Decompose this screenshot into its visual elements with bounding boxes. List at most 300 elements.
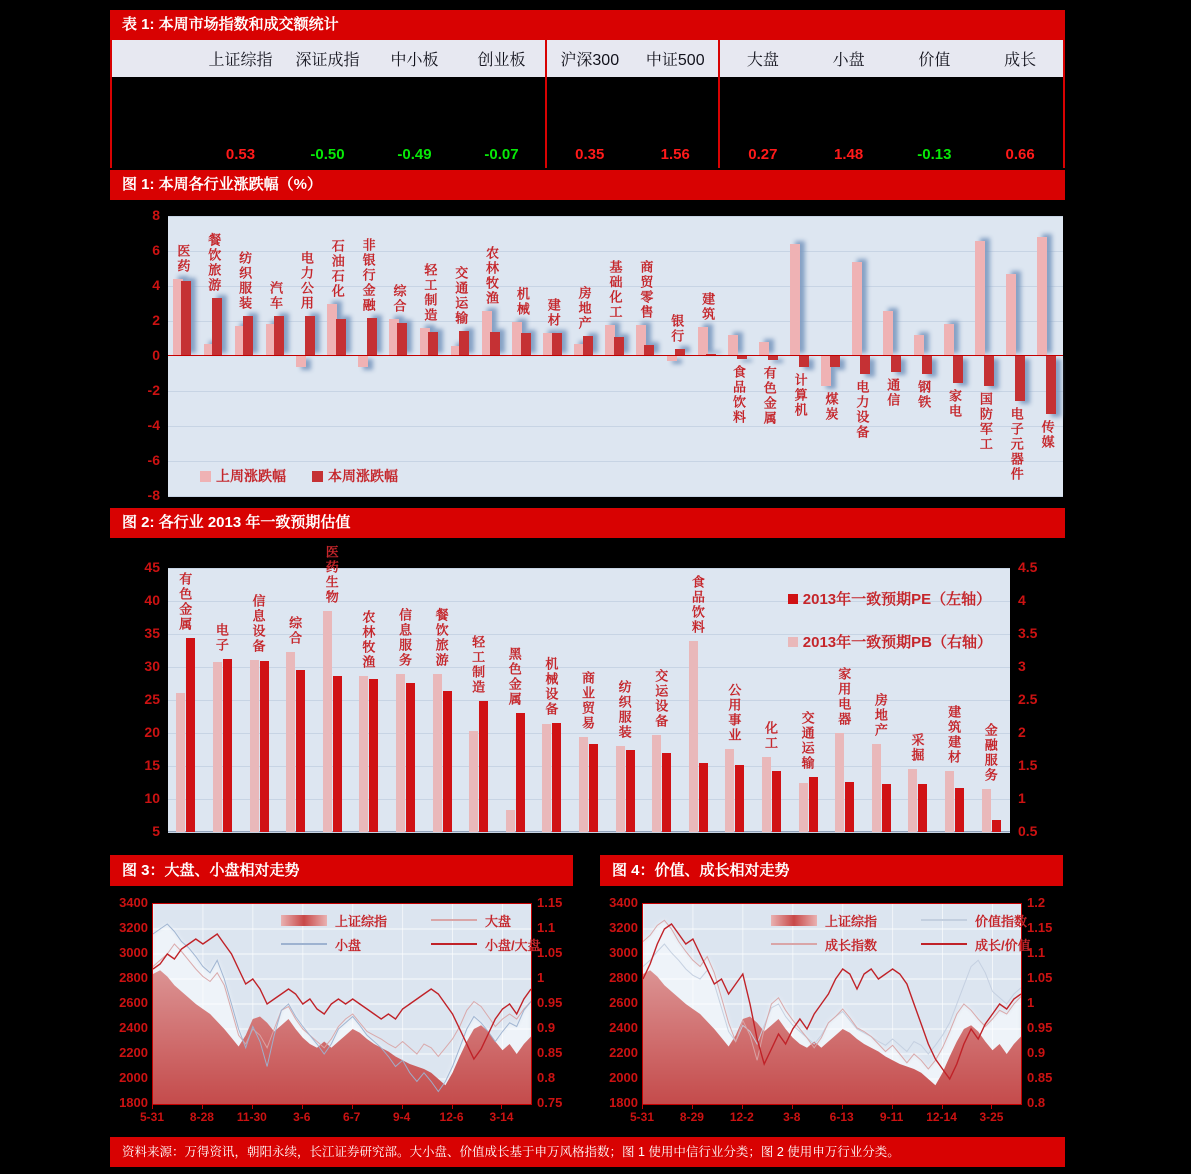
bar-dark <box>397 323 407 356</box>
grid-line <box>168 321 1063 322</box>
table-header-cell: 成长 <box>977 40 1063 77</box>
category-label: 交通运输 <box>799 710 815 771</box>
bar-dark <box>428 332 438 357</box>
bar-pb <box>213 662 222 832</box>
category-label: 电力设备 <box>854 379 870 440</box>
category-label: 传媒 <box>1039 419 1055 450</box>
right-axis-label: 0.75 <box>537 1095 563 1110</box>
bar-dark <box>922 356 932 374</box>
legend-swatch <box>788 637 798 647</box>
bar-pe <box>772 771 781 832</box>
legend-label: 2013年一致预期PB（右轴） <box>802 634 992 651</box>
bar-light <box>1006 274 1016 356</box>
bar-pe <box>552 723 561 832</box>
right-axis-label: 3 <box>1018 658 1026 674</box>
y-axis-label: 0 <box>152 347 160 363</box>
bar-pe <box>882 784 891 832</box>
category-label: 煤炭 <box>823 391 839 422</box>
bar-dark <box>768 356 778 360</box>
bar-pe <box>186 638 195 832</box>
grid-line <box>168 216 1063 217</box>
x-tick-label: 5-31 <box>139 1110 165 1124</box>
category-label: 交通运输 <box>453 265 469 326</box>
left-axis-label: 2800 <box>609 970 638 985</box>
x-tick-label: 6-7 <box>343 1110 361 1124</box>
bar-pe <box>992 820 1001 832</box>
bar-light <box>914 335 924 356</box>
left-axis-label: 3400 <box>609 895 638 910</box>
legend-swatch <box>431 943 477 945</box>
index-change-value: 0.66 <box>1005 145 1035 163</box>
legend-item <box>200 466 286 486</box>
bar-pb <box>945 771 954 832</box>
grid-line <box>168 568 1010 569</box>
table-column <box>458 40 545 168</box>
fig1-title-bar <box>110 170 1065 200</box>
fig1-title: 图 1: 本周各行业涨跌幅（%） <box>122 176 323 193</box>
left-axis-label: 20 <box>144 724 160 740</box>
table-header-cell: 创业板 <box>458 40 545 77</box>
grid-line <box>168 426 1063 427</box>
bar-pb <box>506 810 515 832</box>
category-label: 建筑建材 <box>946 704 962 765</box>
bar-pe <box>516 713 525 832</box>
bar-dark <box>830 356 840 367</box>
table-value-cell <box>977 140 1063 168</box>
left-axis-label: 2200 <box>609 1045 638 1060</box>
category-label: 建筑 <box>700 292 716 323</box>
category-label: 纺织服装 <box>616 679 632 740</box>
right-axis-label: 1 <box>537 970 545 985</box>
fig2-legend <box>788 588 992 652</box>
fig2-section <box>110 508 1065 853</box>
line-legend <box>281 908 591 956</box>
category-label: 房地产 <box>872 693 888 739</box>
index-change-value: -0.07 <box>484 145 519 163</box>
bar-pb <box>176 693 185 832</box>
category-label: 有色金属 <box>177 571 193 632</box>
bar-dark <box>1015 356 1025 401</box>
category-label: 有色金属 <box>761 366 777 427</box>
left-axis-label: 5 <box>152 823 160 839</box>
table-gap <box>720 77 806 140</box>
source-note-text: 资料来源：万得资讯，朝阳永续，长江证券研究部。大小盘、价值成长基于申万风格指数；图 1 使用中信行业分类；图 2 使用申万行业分类。 <box>122 1145 900 1159</box>
index-change-value: -0.49 <box>397 145 432 163</box>
bar-light <box>944 324 954 356</box>
legend-item <box>281 911 431 930</box>
x-tick-label: 3-8 <box>783 1110 801 1124</box>
table-value-cell <box>633 140 719 168</box>
table-gap <box>371 77 458 140</box>
index-change-value: 0.27 <box>748 145 778 163</box>
table-gap <box>806 77 892 140</box>
table-header-cell <box>112 40 197 77</box>
category-label: 金融服务 <box>982 723 998 784</box>
table-value-cell <box>112 140 197 168</box>
x-tick-label: 9-4 <box>392 1110 411 1124</box>
table-group <box>718 40 1063 168</box>
bar-dark <box>490 332 500 356</box>
x-tick-mark <box>692 1105 693 1109</box>
x-tick-label: 3-25 <box>979 1110 1004 1124</box>
x-tick-label: 5-31 <box>629 1110 655 1124</box>
table-value-cell <box>806 140 892 168</box>
index-change-value: 1.56 <box>660 145 690 163</box>
bar-pe <box>735 765 744 832</box>
right-axis-label: 0.9 <box>1027 1045 1046 1060</box>
category-label: 电子 <box>213 623 229 654</box>
category-label: 信息设备 <box>250 594 266 655</box>
fig4-title: 图 4：价值、成长相对走势 <box>612 862 790 879</box>
bar-dark <box>459 331 469 356</box>
index-change-value: -0.13 <box>917 145 952 163</box>
x-tick-mark <box>402 1105 403 1109</box>
category-label: 机械 <box>514 286 530 317</box>
category-label: 通信 <box>885 377 901 408</box>
x-tick-mark <box>642 1105 643 1109</box>
x-tick-label: 6-13 <box>829 1110 854 1124</box>
legend-item <box>921 935 1081 954</box>
right-axis-label: 0.85 <box>537 1045 563 1060</box>
table-group <box>112 40 545 168</box>
bar-pb <box>469 731 478 832</box>
bar-pb <box>835 733 844 832</box>
bar-pe <box>626 750 635 833</box>
x-tick-mark <box>991 1105 992 1109</box>
category-label: 综合 <box>287 615 303 646</box>
right-axis-label: 1.1 <box>537 920 556 935</box>
right-axis-label: 0.8 <box>1027 1095 1046 1110</box>
category-label: 国防军工 <box>977 391 993 452</box>
bar-pb <box>359 676 368 832</box>
left-axis-label: 30 <box>144 658 160 674</box>
bar-pe <box>809 777 818 832</box>
category-label: 商业贸易 <box>580 670 595 731</box>
table-gap <box>633 77 719 140</box>
x-tick-mark <box>942 1105 943 1109</box>
legend-swatch <box>431 919 477 921</box>
table-label-column <box>112 40 197 168</box>
fig3-title-bar <box>110 855 573 886</box>
category-label: 机械设备 <box>543 657 559 718</box>
fig2-title-bar <box>110 508 1065 538</box>
left-axis-label: 15 <box>144 757 160 773</box>
table-value-cell <box>371 140 458 168</box>
x-tick-label: 9-11 <box>879 1110 904 1124</box>
category-label: 电力公用 <box>298 250 314 311</box>
index-change-value: 0.53 <box>225 145 256 163</box>
y-axis-label: 4 <box>152 277 160 293</box>
y-axis-label: -8 <box>147 487 160 503</box>
bar-pe <box>296 670 305 832</box>
bar-light <box>698 327 708 356</box>
x-tick-label: 12-6 <box>439 1110 464 1124</box>
bar-pb <box>579 737 588 832</box>
category-label: 商贸零售 <box>638 259 654 320</box>
line-charts-row <box>110 855 1065 1135</box>
bar-light <box>728 335 738 356</box>
x-tick-mark <box>501 1105 502 1109</box>
left-axis-label: 2200 <box>119 1045 148 1060</box>
index-change-value: -0.50 <box>310 145 345 163</box>
category-label: 银行 <box>669 314 685 344</box>
x-tick-label: 11-30 <box>236 1110 267 1124</box>
table-column <box>720 40 806 168</box>
y-axis-label: -4 <box>147 417 160 433</box>
category-label: 轻工制造 <box>422 263 438 323</box>
table-gap <box>112 77 197 140</box>
table-column <box>371 40 458 168</box>
x-tick-mark <box>252 1105 253 1109</box>
x-tick-label: 3-6 <box>293 1110 311 1124</box>
bar-dark <box>614 337 624 356</box>
legend-item <box>431 911 591 930</box>
bar-pb <box>908 769 917 832</box>
right-axis-label: 1.1 <box>1027 945 1046 960</box>
right-axis-label: 1 <box>1027 995 1035 1010</box>
index-change-value: 1.48 <box>834 145 864 163</box>
bar-dark <box>552 333 562 356</box>
left-axis-label: 1800 <box>609 1095 638 1110</box>
right-axis-label: 3.5 <box>1018 625 1038 641</box>
legend-item <box>921 911 1081 930</box>
bar-pb <box>652 735 661 832</box>
legend-swatch <box>281 915 327 926</box>
legend-label: 成长指数 <box>825 937 878 953</box>
bar-dark <box>367 318 377 357</box>
bar-dark <box>243 316 253 356</box>
left-axis-label: 3000 <box>119 945 148 960</box>
left-axis-label: 3000 <box>609 945 638 960</box>
line-legend <box>771 908 1081 956</box>
fig4-title-bar <box>600 855 1063 886</box>
bar-dark <box>953 356 963 383</box>
bar-light <box>759 342 769 356</box>
bar-dark <box>737 356 747 359</box>
table-header-cell: 小盘 <box>806 40 892 77</box>
right-axis-label: 4.5 <box>1018 559 1038 575</box>
category-label: 家用电器 <box>836 667 852 727</box>
bar-light <box>975 241 985 357</box>
y-axis-label: 8 <box>152 207 160 223</box>
legend-swatch <box>771 915 817 926</box>
bar-light <box>1037 237 1047 356</box>
y-axis-label: 2 <box>152 312 160 328</box>
left-axis-label: 2800 <box>119 970 148 985</box>
table-value-cell <box>458 140 545 168</box>
fig4-chart <box>600 855 1063 1135</box>
x-tick-mark <box>302 1105 303 1109</box>
fig1-section <box>110 170 1065 506</box>
table-header-cell: 价值 <box>892 40 978 77</box>
table-header-cell: 上证综指 <box>197 40 284 77</box>
bar-pe <box>955 788 964 832</box>
x-tick-mark <box>152 1105 153 1109</box>
bar-dark <box>1046 356 1056 414</box>
left-axis-label: 2000 <box>119 1070 148 1085</box>
bar-light <box>358 356 368 367</box>
bar-dark <box>336 319 346 356</box>
table-column <box>197 40 284 168</box>
legend-item <box>281 935 431 954</box>
right-axis-label: 1.5 <box>1018 757 1038 773</box>
legend-swatch <box>200 471 211 482</box>
category-label: 石油石化 <box>329 238 345 299</box>
table-value-cell <box>197 140 284 168</box>
legend-item <box>788 588 991 609</box>
legend-item <box>771 911 921 930</box>
bar-light <box>790 244 800 356</box>
table-column <box>977 40 1063 168</box>
left-axis-label: 2000 <box>609 1070 638 1085</box>
category-label: 农林牧渔 <box>484 245 500 306</box>
bar-dark <box>891 356 901 372</box>
left-axis-label: 1800 <box>119 1095 148 1110</box>
category-label: 轻工制造 <box>470 635 486 696</box>
bar-dark <box>984 356 994 386</box>
bar-dark <box>212 298 222 356</box>
right-axis-label: 2 <box>1018 724 1026 740</box>
bar-light <box>296 356 306 367</box>
legend-item <box>771 935 921 954</box>
left-axis-label: 2600 <box>609 995 638 1010</box>
bar-pb <box>762 757 771 832</box>
bar-dark <box>799 356 809 367</box>
legend-label: 小盘/大盘 <box>485 937 541 953</box>
x-tick-label: 3-14 <box>489 1110 514 1124</box>
bar-pe <box>406 683 415 832</box>
bar-pb <box>542 724 551 832</box>
left-axis-label: 25 <box>144 691 160 707</box>
bar-dark <box>181 281 191 356</box>
source-note <box>110 1137 1065 1167</box>
bar-pe <box>479 701 488 832</box>
category-label: 计算机 <box>792 373 808 419</box>
category-label: 餐饮旅游 <box>433 608 449 669</box>
grid-line <box>168 461 1063 462</box>
grid-line <box>168 832 1010 833</box>
bar-pe <box>845 782 854 832</box>
table-column <box>892 40 978 168</box>
table-header-cell: 深证成指 <box>284 40 371 77</box>
y-axis-label: 6 <box>152 242 160 258</box>
legend-label: 价值指数 <box>975 913 1028 929</box>
x-tick-mark <box>842 1105 843 1109</box>
legend-label: 小盘 <box>335 937 362 953</box>
bar-pb <box>433 674 442 832</box>
category-label: 公用事业 <box>726 682 742 743</box>
category-label: 房地产 <box>576 285 592 331</box>
bar-pe <box>589 744 598 832</box>
bar-pe <box>260 661 269 832</box>
table-column <box>284 40 371 168</box>
bar-pe <box>443 691 452 832</box>
legend-label: 2013年一致预期PE（左轴） <box>802 591 992 608</box>
zero-axis-line <box>168 355 1063 356</box>
table-value-cell <box>720 140 806 168</box>
legend-item <box>788 631 992 652</box>
bar-pe <box>333 676 342 832</box>
legend-swatch <box>921 919 967 921</box>
category-label: 医药生物 <box>323 544 339 605</box>
legend-label: 大盘 <box>485 913 512 929</box>
x-tick-mark <box>352 1105 353 1109</box>
bar-dark <box>521 333 531 356</box>
fig3-title: 图 3：大盘、小盘相对走势 <box>122 862 300 879</box>
left-axis-label: 35 <box>144 625 160 641</box>
left-axis-label: 2400 <box>119 1020 148 1035</box>
table-gap <box>197 77 284 140</box>
y-axis-label: -6 <box>147 452 160 468</box>
right-axis-label: 1.15 <box>1027 920 1053 935</box>
legend-label: 本周涨跌幅 <box>328 468 398 484</box>
table-header-cell: 大盘 <box>720 40 806 77</box>
category-label: 采掘 <box>909 733 925 764</box>
left-axis-label: 40 <box>144 592 160 608</box>
x-tick-mark <box>792 1105 793 1109</box>
fig2-plot-area <box>168 544 1010 832</box>
legend-swatch <box>921 943 967 945</box>
category-label: 交运设备 <box>653 668 669 729</box>
category-label: 钢铁 <box>916 380 932 411</box>
right-axis-label: 0.8 <box>537 1070 556 1085</box>
x-tick-label: 12-14 <box>926 1110 957 1124</box>
index-change-value: 0.35 <box>575 145 605 163</box>
table-value-cell <box>284 140 371 168</box>
table-header-cell: 中证500 <box>633 40 719 77</box>
right-axis-label: 0.95 <box>1027 1020 1053 1035</box>
left-axis-label: 3400 <box>119 895 148 910</box>
category-label: 食品饮料 <box>730 364 746 425</box>
category-label: 黑色金属 <box>506 647 522 708</box>
left-axis-label: 45 <box>144 559 160 575</box>
right-axis-label: 1.2 <box>1027 895 1046 910</box>
legend-swatch <box>788 594 798 604</box>
bar-dark <box>305 316 315 356</box>
right-axis-label: 1.15 <box>537 895 563 910</box>
fig3-chart <box>110 855 573 1135</box>
table1 <box>110 40 1065 168</box>
bar-pb <box>799 783 808 832</box>
fig1-plot-area <box>168 216 1063 496</box>
right-axis-label: 1.05 <box>1027 970 1053 985</box>
table1-title-bar <box>110 10 1065 40</box>
table1-title: 表 1: 本周市场指数和成交额统计 <box>122 16 339 33</box>
x-tick-mark <box>892 1105 893 1109</box>
table-gap <box>892 77 978 140</box>
left-axis-label: 2400 <box>609 1020 638 1035</box>
category-label: 信息服务 <box>396 608 412 669</box>
bar-pe <box>699 763 708 832</box>
category-label: 餐饮旅游 <box>206 233 222 294</box>
bar-pb <box>250 660 259 832</box>
legend-item <box>312 466 398 486</box>
right-axis-label: 1 <box>1018 790 1026 806</box>
table-value-cell <box>892 140 978 168</box>
bar-pe <box>918 784 927 832</box>
table-gap <box>977 77 1063 140</box>
category-label: 家电 <box>946 389 962 420</box>
table-gap <box>547 77 633 140</box>
legend-label: 成长/价值 <box>975 937 1031 953</box>
category-label: 化工 <box>763 721 779 752</box>
right-axis-label: 0.5 <box>1018 823 1038 839</box>
category-label: 非银行金融 <box>360 237 376 313</box>
category-label: 建材 <box>545 298 561 329</box>
right-axis-label: 2.5 <box>1018 691 1038 707</box>
bar-pb <box>689 641 698 832</box>
table-column <box>547 40 633 168</box>
